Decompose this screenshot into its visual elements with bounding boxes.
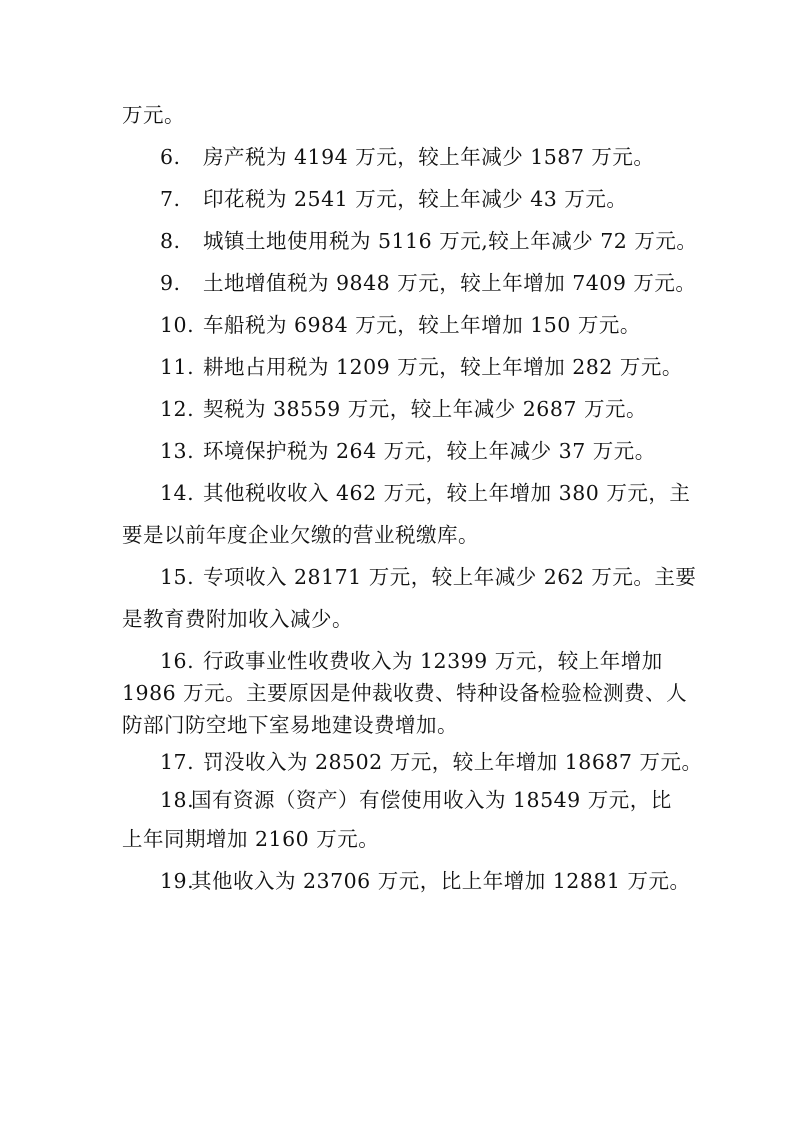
list-item <box>160 436 656 466</box>
list-item <box>160 478 690 508</box>
list-item <box>160 310 641 340</box>
list-item <box>160 562 696 592</box>
list-item <box>160 785 672 815</box>
item-number: 16. <box>160 649 195 673</box>
item-text: 城镇土地使用税为 5116 万元,较上年减少 72 万元。 <box>203 229 698 253</box>
item-text: 车船税为 6984 万元，较上年增加 150 万元。 <box>203 313 641 337</box>
item-text: 房产税为 4194 万元，较上年减少 1587 万元。 <box>203 145 655 169</box>
item-text: 耕地占用税为 1209 万元，较上年增加 282 万元。 <box>203 355 683 379</box>
item-number: 12. <box>160 397 195 421</box>
list-item <box>160 226 697 256</box>
list-item <box>160 866 691 896</box>
item-text: 国有资源（资产）有偿使用收入为 18549 万元，比 <box>191 788 672 812</box>
item-continuation: 上年同期增加 2160 万元。 <box>122 827 380 851</box>
continuation-text: 万元。 <box>122 103 185 127</box>
item-text: 其他收入为 23706 万元，比上年增加 12881 万元。 <box>191 869 691 893</box>
list-item <box>160 352 683 382</box>
item-number: 10. <box>160 313 195 337</box>
item-text: 罚没收入为 28502 万元，较上年增加 18687 万元。 <box>203 750 703 774</box>
list-item <box>160 394 647 424</box>
item-text: 环境保护税为 264 万元，较上年减少 37 万元。 <box>203 439 656 463</box>
item-text: 专项收入 28171 万元，较上年减少 262 万元。主要 <box>203 565 697 589</box>
item-number: 14. <box>160 481 195 505</box>
list-item <box>160 142 654 172</box>
item-number: 6. <box>160 145 181 169</box>
item-number: 8. <box>160 229 181 253</box>
item-continuation: 1986 万元。主要原因是仲裁收费、特种设备检验检测费、人 <box>122 681 688 705</box>
item-number: 17. <box>160 750 195 774</box>
item-text: 其他税收收入 462 万元，较上年增加 380 万元，主 <box>203 481 691 505</box>
item-continuation: 要是以前年度企业欠缴的营业税缴库。 <box>122 523 479 547</box>
item-number: 15. <box>160 565 195 589</box>
list-item <box>160 184 627 214</box>
item-number: 19. <box>160 869 195 893</box>
item-continuation: 防部门防空地下室易地建设费增加。 <box>122 713 458 737</box>
item-number: 9. <box>160 271 181 295</box>
item-number: 18. <box>160 788 195 812</box>
list-item <box>160 747 703 777</box>
item-text: 土地增值税为 9848 万元，较上年增加 7409 万元。 <box>203 271 697 295</box>
item-number: 7. <box>160 187 181 211</box>
item-number: 13. <box>160 439 195 463</box>
list-item <box>160 646 663 676</box>
item-number: 11. <box>160 355 195 379</box>
item-text: 行政事业性收费收入为 12399 万元，较上年增加 <box>203 649 663 673</box>
item-continuation: 是教育费附加收入减少。 <box>122 607 353 631</box>
item-text: 契税为 38559 万元，较上年减少 2687 万元。 <box>203 397 647 421</box>
item-text: 印花税为 2541 万元，较上年减少 43 万元。 <box>203 187 628 211</box>
list-item <box>160 268 696 298</box>
